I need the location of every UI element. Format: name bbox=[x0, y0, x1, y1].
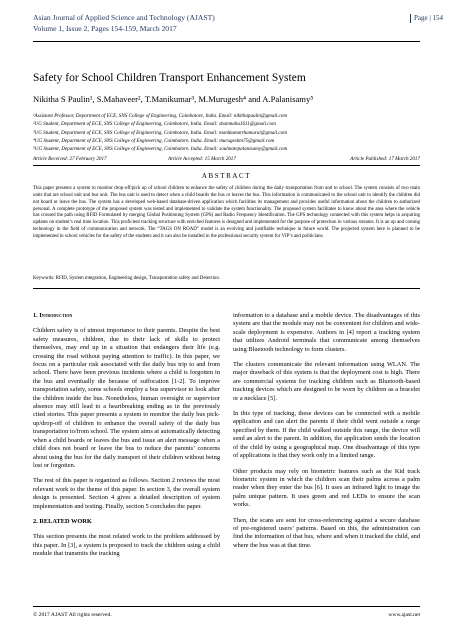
intro-paragraph-1: Childern safety is of utmost importance to their parents. Despite the best safety measures, children, due to their lack of skills to protect themselves, may end up in a situation that endangers their life (e.g. crossing the road without paying attention to traffic). In this paper, we focus on a particular risk associated with the daily bus trip to and from school. There have been previous incidents where a child is forgotten in the bus and eventually die because of suffocation [1-2]. To improve transportation safety, some schools employ a bus supervisor to look after the children inside the bus. Nonetheless, human oversight or supervisor absence may still lead to a heartbreaking ending as in the previously cited stories. This paper presents a system to monitor the daily bus pick-up/drop-off of children to enhance the overall safety of the daily bus transportation to/from school. The system aims at automatically detecting when a child boards or leaves the bus and issue an alert message when a child does not board or leave the bus to reduce the parents’ concerns about using the bus for the daily transport of their children without being lost or forgotten. bbox=[33, 327, 220, 469]
affiliation-1: ¹Assistant Professor, Department of ECE, SNS College of Engineering, Coimbatore, India. Email: nikithapaulin@gmail.com bbox=[33, 113, 287, 119]
journal-header bbox=[33, 12, 215, 34]
page-number: Page | 154 bbox=[410, 14, 443, 23]
related-paragraph-1: This section presents the most related work to the problem addressed by this paper. In [3], a system is proposed to track the children using a child module that transmits the tracking bbox=[33, 533, 220, 558]
date-received: Article Received: 27 February 2017 bbox=[33, 156, 107, 162]
footer-url[interactable]: www.ajast.net bbox=[388, 612, 420, 618]
header-divider bbox=[33, 41, 420, 42]
keywords: Keywords: RFID, System integration, Engineering design, Transportation safety and Detection. bbox=[33, 276, 221, 281]
abstract-top-divider bbox=[33, 165, 420, 166]
journal-volume: Volume 1, Issue 2, Pages 154-159, March 2017 bbox=[33, 24, 177, 33]
right-column bbox=[233, 312, 420, 557]
journal-name: Asian Journal of Applied Science and Technology (AJAST) bbox=[33, 13, 215, 22]
section-heading-introduction: 1. Introduction bbox=[33, 312, 73, 319]
section-heading-related-work: 2. RELATED WORK bbox=[33, 517, 92, 525]
affiliation-2: ²UG Student, Department of ECE, SNS College of Engineering, Coimbatore, India. Email: shanmahu1611@gmail.com bbox=[33, 121, 276, 128]
footer-divider bbox=[33, 606, 420, 607]
affiliation-5: ⁵UG Student, Department of ECE, SNS College of Engineering, Coimbatore, India. Email: soulmatepalanisamy@gmail.com bbox=[33, 146, 288, 153]
affiliations bbox=[33, 112, 423, 153]
paper-title: Safety for School Children Transport Enhancement System bbox=[33, 72, 306, 84]
related-paragraph-6: Then, the scans are sent for cross-referencing against a secure database of pre-registered users’ patterns. Based on this, the administration can find the information of that bus, where and when it tracked the child, and where the bus was at that time. bbox=[233, 516, 420, 549]
abstract-text: This paper presents a system to monitor drop-off/pick up of school children to enhance the safety of children during the daily transportation from and to school. The system consists of two main units that are school unit and bus unit. The bus unit is used to detect when a child boards the bus or leaves the bus. This information is communicated to the school unit to identify the children did not board or leave the bus. The system has a developed web-based database-driven application which facilities its management and provides useful information about the children to authorized personal. A complete prototype of the proposed system was tested and implemented to validate the system functionality. The proposed system facilitates to know about the area where the vehicle has crossed the path using RFID Formulated by merging Global Positioning System (GPS) and Radio Frequency Identification. The GPS technology connected with this system helps in acquiring updates on student’s real time location. This proficient tracking structure with enriched features is designed and implemented for the purpose of protection in various streams. It is an up and coming technology in the field of communication and network. The “TAGS ON ROAD” model is an evolving and justifiable technique in future world. The projected system here is planned to be implemented in school vehicles for the safety of the students and it can also be installed in the professional security system for VIP’s and politicians. bbox=[33, 186, 420, 239]
related-paragraph-2: information to a database and a mobile device. The disadvantages of this system are that the module may not be convenient for children and wide-scale deployment is expensive. Authors in [4] report a tracking system that utilizes Android terminals that communicate among themselves using Bluetooth technology to form clusters. bbox=[233, 312, 420, 353]
related-paragraph-5: Other products may rely on biometric features such as the Kid track biometric system in which the children scan their palms across a palm reader when they enter the bus [6]. It uses an infrared light to image the palm unique pattern. It uses green and red LEDs to ensure the scan works. bbox=[233, 467, 420, 509]
related-paragraph-4: In this type of tracking, these devices can be connected with a mobile application and can alert the parents if their child went outside a range specified by them. If the child walked outside this range, the device will send an alert to the parent. In addition, the application sends the location of the child by using a geographical map. One disadvantage of this type of applications is that they work only in a limited range. bbox=[233, 410, 420, 460]
abstract-heading: ABSTRACT bbox=[201, 172, 252, 180]
intro-paragraph-2: The rest of this paper is organized as follows. Section 2 reviews the most relevant work to the theme of this paper. In section 3, the overall system design is presented. Section 4 gives a detailed description of system implementation and testing. Finally, section 5 concludes the paper. bbox=[33, 477, 220, 510]
date-accepted: Article Accepted: 15 March 2017 bbox=[168, 156, 236, 162]
affiliation-4: ⁴UG Student, Department of ECE, SNS College of Engineering, Coimbatore, India. Email: murugeshm75@gmail.com bbox=[33, 137, 275, 144]
author-list: Nikitha S Paulin¹, S.Mahaveer², T.Manikumar³, M.Murugesh⁴ and A.Palanisamy⁵ bbox=[33, 94, 314, 104]
left-column bbox=[33, 312, 220, 566]
affiliation-3: ³UG Student, Department of ECE, SNS College of Engineering, Coimbatore, India. Email: manikumarthamarai@gmail.com bbox=[33, 129, 287, 136]
related-paragraph-3: The clusters communicate the relevant information using WLAN. The major drawback of this system is that the deployment cost is high. There are commercial systems for tracking children such as Bluetooth-based tracking devices which are designed to be worn by children as a bracelet or a necklace [5]. bbox=[233, 361, 420, 402]
footer-copyright: © 2017 AJAST All rights reserved. bbox=[33, 612, 112, 618]
abstract-bottom-divider bbox=[33, 288, 420, 289]
date-published: Article Published: 17 March 2017 bbox=[350, 156, 420, 162]
